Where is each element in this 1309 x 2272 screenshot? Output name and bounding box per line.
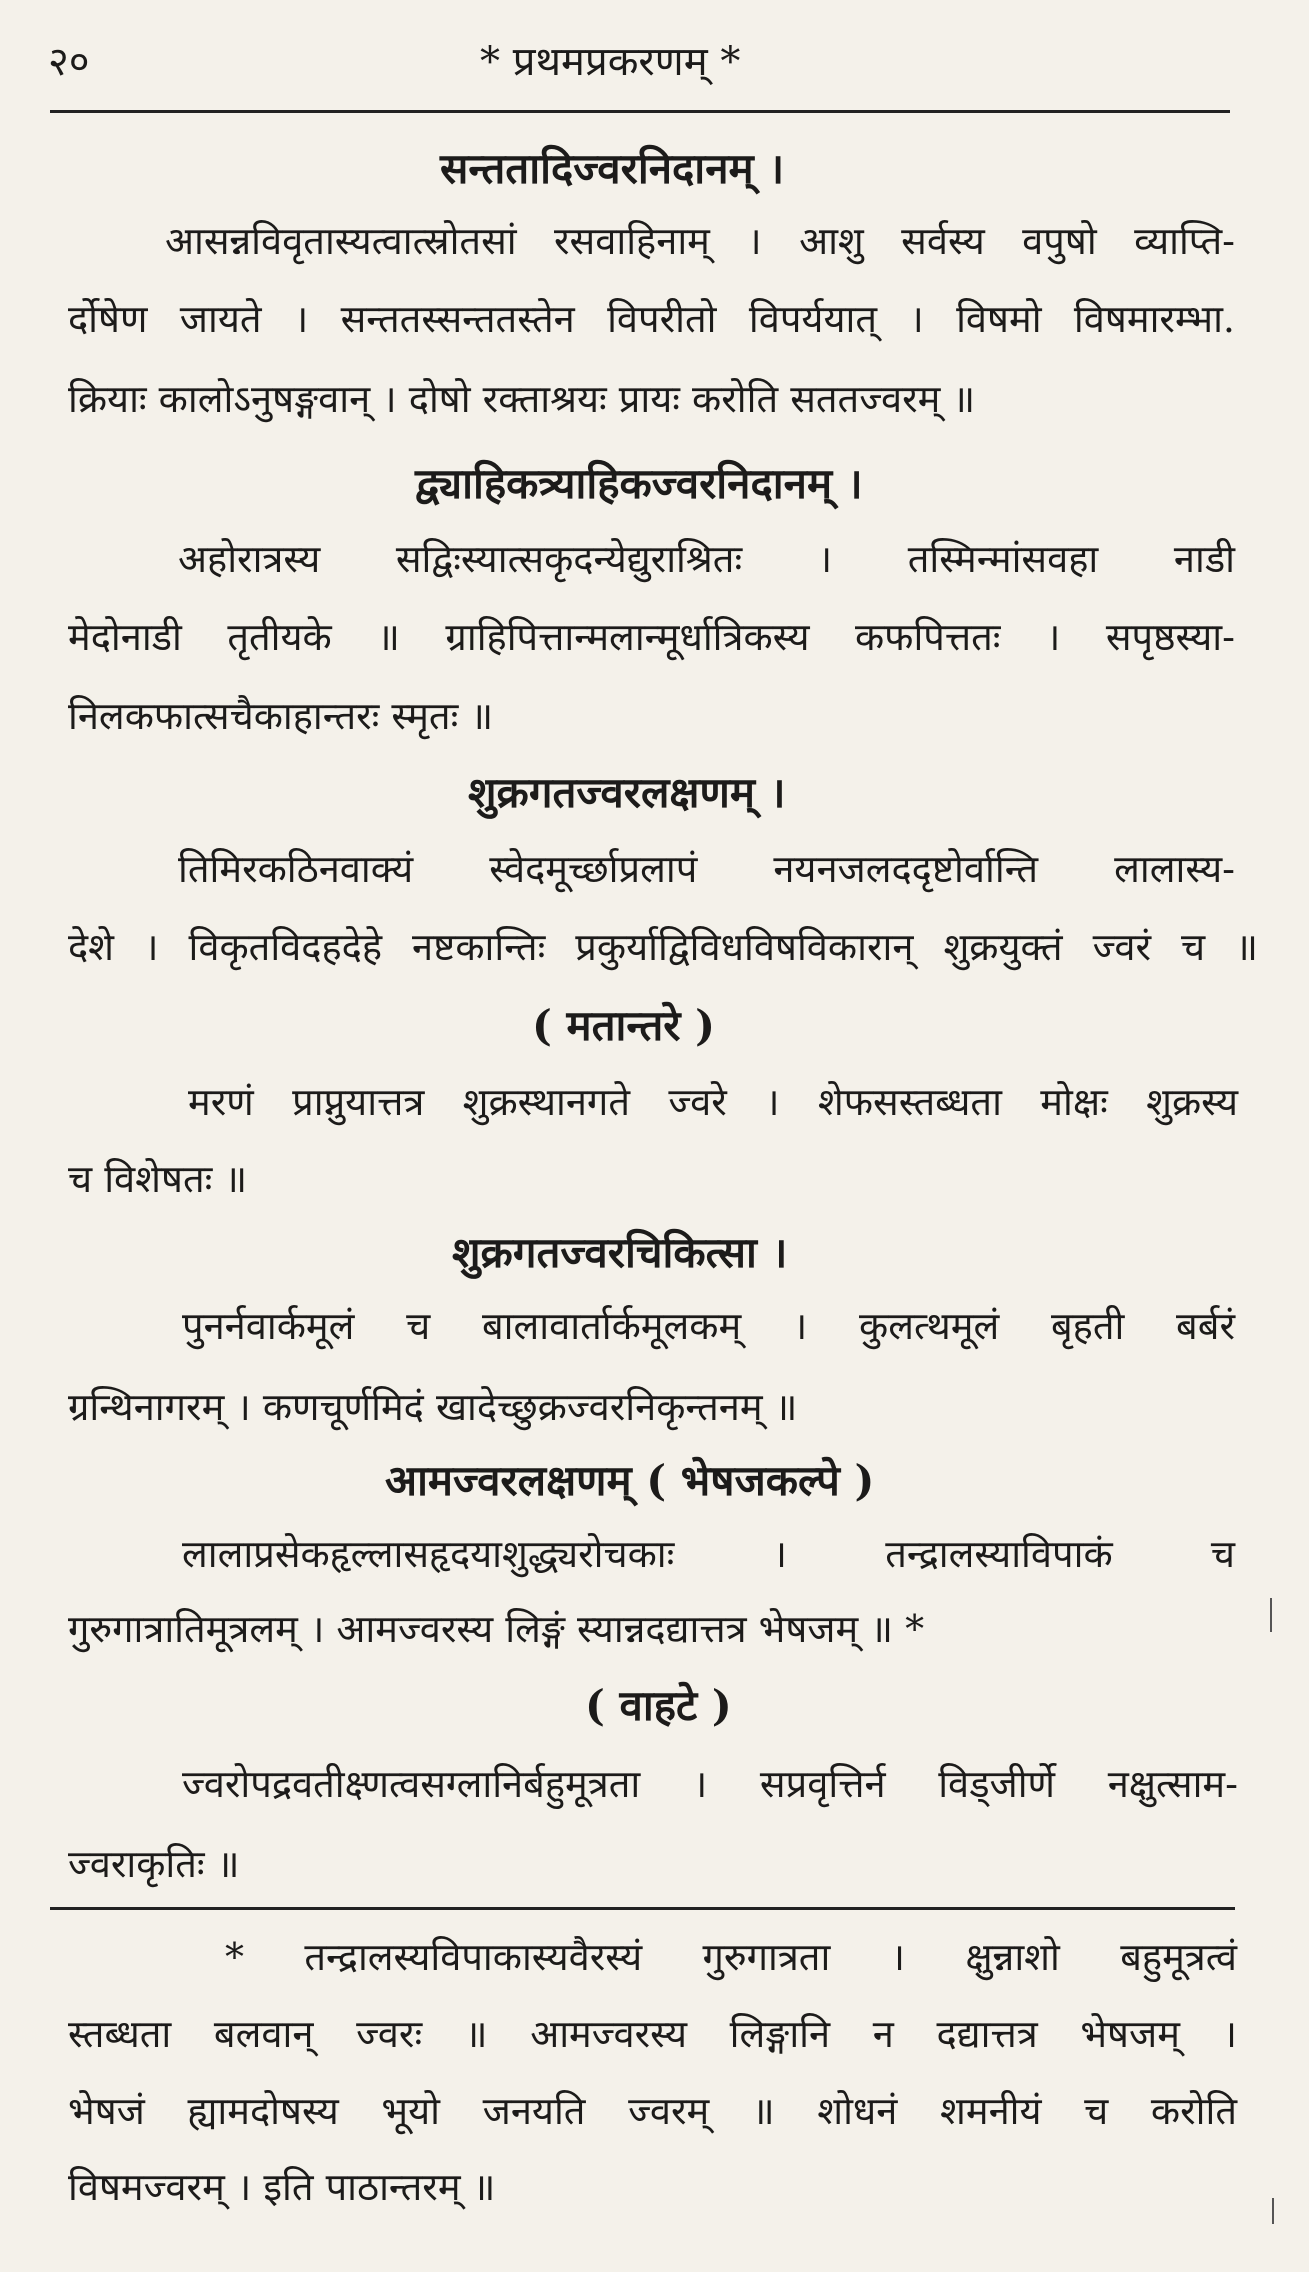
section-title-vahate: ( वाहटे ) <box>585 1681 732 1730</box>
footnote-line: भेषजं ह्यामदोषस्य भूयो जनयति ज्वरम् ॥ शोधनं शमनीयं च करोति <box>68 2089 1237 2133</box>
running-title: * प्रथमप्रकरणम् * <box>480 39 741 85</box>
verse-line: पुनर्नवार्कमूलं च बालावार्तार्कमूलकम् । कुलत्थमूलं बृहती बर्बरं <box>182 1304 1235 1348</box>
verse-line: मेदोनाडी तृतीयके ॥ ग्राहिपित्तान्मलान्मूर्धात्रिकस्य कफपित्ततः । सपृष्ठस्या- <box>68 615 1235 659</box>
verse-line: क्रियाः कालोऽनुषङ्गवान् । दोषो रक्ताश्रयः प्रायः करोति सततज्वरम् ॥ <box>68 377 976 421</box>
verse-line: ज्वरोपद्रवतीक्ष्णत्वसग्लानिर्बहुमूत्रता । सप्रवृत्तिर्न विड्जीर्णे नक्षुत्साम- <box>182 1762 1238 1806</box>
verse-line: निलकफात्सचैकाहान्तरः स्मृतः ॥ <box>68 694 494 738</box>
footnote-line: * तन्द्रालस्यविपाकास्यवैरस्यं गुरुगात्रता । क्षुन्नाशो बहुमूत्रत्वं <box>225 1935 1237 1979</box>
verse-line: अहोरात्रस्य सद्विःस्यात्सकृदन्येद्युराश्रितः । तस्मिन्मांसवहा नाडी <box>178 537 1235 581</box>
verse-line: लालाप्रसेकहृल्लासहृदयाशुद्ध्यरोचकाः । तन्द्रालस्याविपाकं च <box>182 1532 1235 1576</box>
footnote-line: विषमज्वरम् । इति पाठान्तरम् ॥ <box>68 2165 496 2209</box>
verse-line: र्दोषेण जायते । सन्ततस्सन्ततस्तेन विपरीतो विपर्ययात् । विषमो विषमारम्भा. <box>68 297 1235 341</box>
section-title-shukragata-jvara-lakshana: शुक्रगतज्वरलक्षणम् । <box>468 768 786 817</box>
verse-line: ज्वराकृतिः ॥ <box>68 1842 240 1886</box>
verse-line: आसन्नविवृतास्यत्वात्स्रोतसां रसवाहिनाम् । आशु सर्वस्य वपुषो व्याप्ति- <box>165 219 1235 263</box>
verse-line: मरणं प्राप्नुयात्तत्र शुक्रस्थानगते ज्वरे । शेफसस्तब्धता मोक्षः शुक्रस्य <box>188 1080 1238 1124</box>
header-rule <box>50 110 1230 113</box>
margin-mark <box>1272 2198 1274 2224</box>
section-title-shukragata-jvara-chikitsa: शुक्रगतज्वरचिकित्सा । <box>452 1228 788 1277</box>
verse-line: गुरुगात्रातिमूत्रलम् । आमज्वरस्य लिङ्गं स्यान्नदद्यात्तत्र भेषजम् ॥ * <box>68 1607 925 1651</box>
margin-mark <box>1270 1598 1272 1632</box>
footnote-line: स्तब्धता बलवान् ज्वरः ॥ आमज्वरस्य लिङ्गानि न दद्यात्तत्र भेषजम् । <box>68 2012 1237 2056</box>
verse-line: देशे । विकृतविदहदेहे नष्टकान्तिः प्रकुर्याद्विविधविषविकारान् शुक्रयुक्तं ज्वरं च ॥ <box>68 925 1258 969</box>
page-number: २० <box>48 39 90 85</box>
section-title-matantare: ( मतान्तरे ) <box>532 1001 715 1050</box>
footnote-rule <box>50 1907 1235 1910</box>
verse-line: तिमिरकठिनवाक्यं स्वेदमूर्च्छाप्रलापं नयनजलददृष्टोर्वान्ति लालास्य- <box>178 847 1235 891</box>
verse-line: ग्रन्थिनागरम् । कणचूर्णमिदं खादेच्छुक्रज्वरनिकृन्तनम् ॥ <box>68 1385 798 1429</box>
section-title-santatadi-jvara: सन्ततादिज्वरनिदानम् । <box>440 144 785 193</box>
section-title-amajvara-lakshana: आमज्वरलक्षणम् ( भेषजकल्पे ) <box>385 1456 875 1505</box>
verse-line: च विशेषतः ॥ <box>68 1157 248 1201</box>
section-title-dvyahika-jvara: द्व्याहिकत्र्याहिकज्वरनिदानम् । <box>415 459 863 508</box>
